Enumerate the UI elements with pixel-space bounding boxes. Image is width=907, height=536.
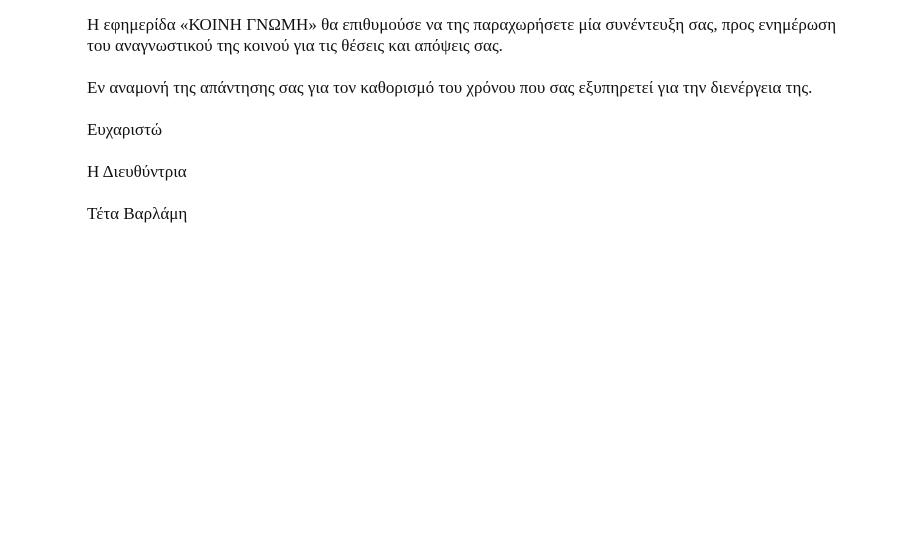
letter-paragraph-awaiting-reply: Εν αναμονή της απάντησης σας για τον καθορισμό του χρόνου που σας εξυπηρετεί για την διενέργεια της. <box>87 78 813 97</box>
letter-paragraph-request: Η εφημερίδα «ΚΟΙΝΗ ΓΝΩΜΗ» θα επιθυμούσε να της παραχωρήσετε μία συνέντευξη σας, προς ενημέρωση του αναγνωστικού της κοινού για τις θέσεις και απόψεις σας. <box>87 15 837 55</box>
letter-body <box>87 14 847 245</box>
letter-closing: Ευχαριστώ <box>87 120 163 139</box>
signer-title: Η Διευθύντρια <box>87 162 187 181</box>
signer-name: Τέτα Βαρλάμη <box>87 204 188 223</box>
